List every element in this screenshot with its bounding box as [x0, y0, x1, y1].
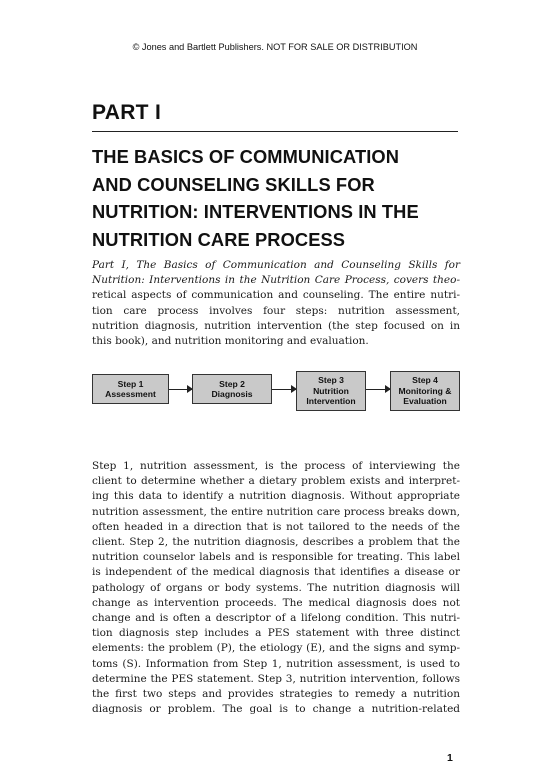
step-3-label: Step 3 — [318, 375, 344, 386]
body-line: the first two steps and provides strategies to remedy a nutrition — [92, 688, 460, 701]
intro-line: Part I, The Basics of Communication and Counseling Skills for — [92, 259, 460, 271]
body-line: Step 1, nutrition assessment, is the process of interviewing the — [92, 460, 460, 472]
step-2-box — [192, 374, 272, 404]
part-title-line: NUTRITION CARE PROCESS — [92, 228, 346, 250]
title-rule — [92, 131, 458, 132]
step-1-name: Assessment — [105, 389, 156, 399]
body-line: determine the PES statement. Step 3, nutrition intervention, follows — [92, 672, 460, 685]
part-title-line: AND COUNSELING SKILLS FOR — [92, 173, 375, 195]
body-line: change and is often a descriptor of a lifelong condition. This nutri- — [92, 612, 460, 625]
step-4-name: Evaluation — [403, 396, 447, 407]
intro-line — [92, 273, 460, 288]
body-line: is independent of the medical diagnosis that identifies a disease or — [92, 566, 460, 579]
step-3-name: Nutrition — [313, 385, 349, 396]
step-1-box — [92, 374, 169, 404]
step-4-name: Monitoring & — [398, 385, 452, 396]
part-title-line: THE BASICS OF COMMUNICATION — [92, 146, 400, 167]
step-4-box — [390, 371, 460, 411]
body-line: diagnosis or problem. The goal is to change a nutrition-related — [92, 703, 460, 716]
body-line: toms (S). Information from Step 1, nutrition assessment, is used to — [92, 657, 460, 670]
intro-line: retical aspects of communication and counseling. The entire nutri- — [92, 289, 460, 302]
intro-line: nutrition diagnosis, nutrition intervention (the step focused on in — [92, 319, 460, 332]
step-4-label: Step 4 — [412, 375, 438, 386]
step-2-name: Diagnosis — [211, 389, 253, 399]
body-line: change as intervention proceeds. The medical diagnosis does not — [92, 596, 460, 609]
step-3-name: Intervention — [306, 396, 356, 407]
body-line: client to determine whether a dietary problem exists and interpret- — [92, 475, 460, 488]
body-line: often headed in a direction that is not tailored to the needs of the — [92, 520, 460, 533]
body-line: tion diagnosis step includes a PES statement with three distinct — [92, 627, 460, 640]
arrow-right-icon — [272, 389, 296, 390]
body-line: client. Step 2, the nutrition diagnosis, describes a problem that the — [92, 536, 460, 549]
intro-paragraph — [92, 258, 460, 349]
part-title — [92, 143, 462, 253]
part-title-line: NUTRITION: INTERVENTIONS IN THE — [92, 201, 419, 222]
arrow-right-icon — [366, 389, 390, 390]
part-label: PART I — [92, 101, 162, 124]
body-line: nutrition counselor labels and is responsible for treating. This label — [92, 551, 460, 564]
body-line: ing this data to identify a nutrition diagnosis. Without appropriate — [92, 490, 460, 503]
step-2-label: Step 2 — [219, 378, 245, 389]
arrow-right-icon — [169, 389, 192, 390]
intro-line: tion care process involves four steps: nutrition assessment, — [92, 304, 460, 317]
step-3-box — [296, 371, 366, 411]
page-number: 1 — [447, 752, 453, 764]
body-line: elements: the problem (P), the etiology (E), and the signs and symp- — [92, 642, 460, 655]
copyright-notice: © Jones and Bartlett Publishers. NOT FOR SALE OR DISTRIBUTION — [132, 42, 418, 52]
step-1-label: Step 1 — [117, 378, 144, 389]
body-paragraph — [92, 459, 460, 717]
body-line: nutrition assessment, the entire nutrition care process breaks down, — [92, 505, 460, 518]
intro-line: this book), and nutrition monitoring and evaluation. — [92, 335, 369, 348]
intro-italic-title-part: Nutrition: Interventions in the Nutrition Care Process, covers theo- — [92, 274, 460, 287]
nutrition-care-process-diagram — [92, 370, 462, 412]
body-line: pathology of organs or body systems. The nutrition diagnosis will — [92, 581, 460, 594]
